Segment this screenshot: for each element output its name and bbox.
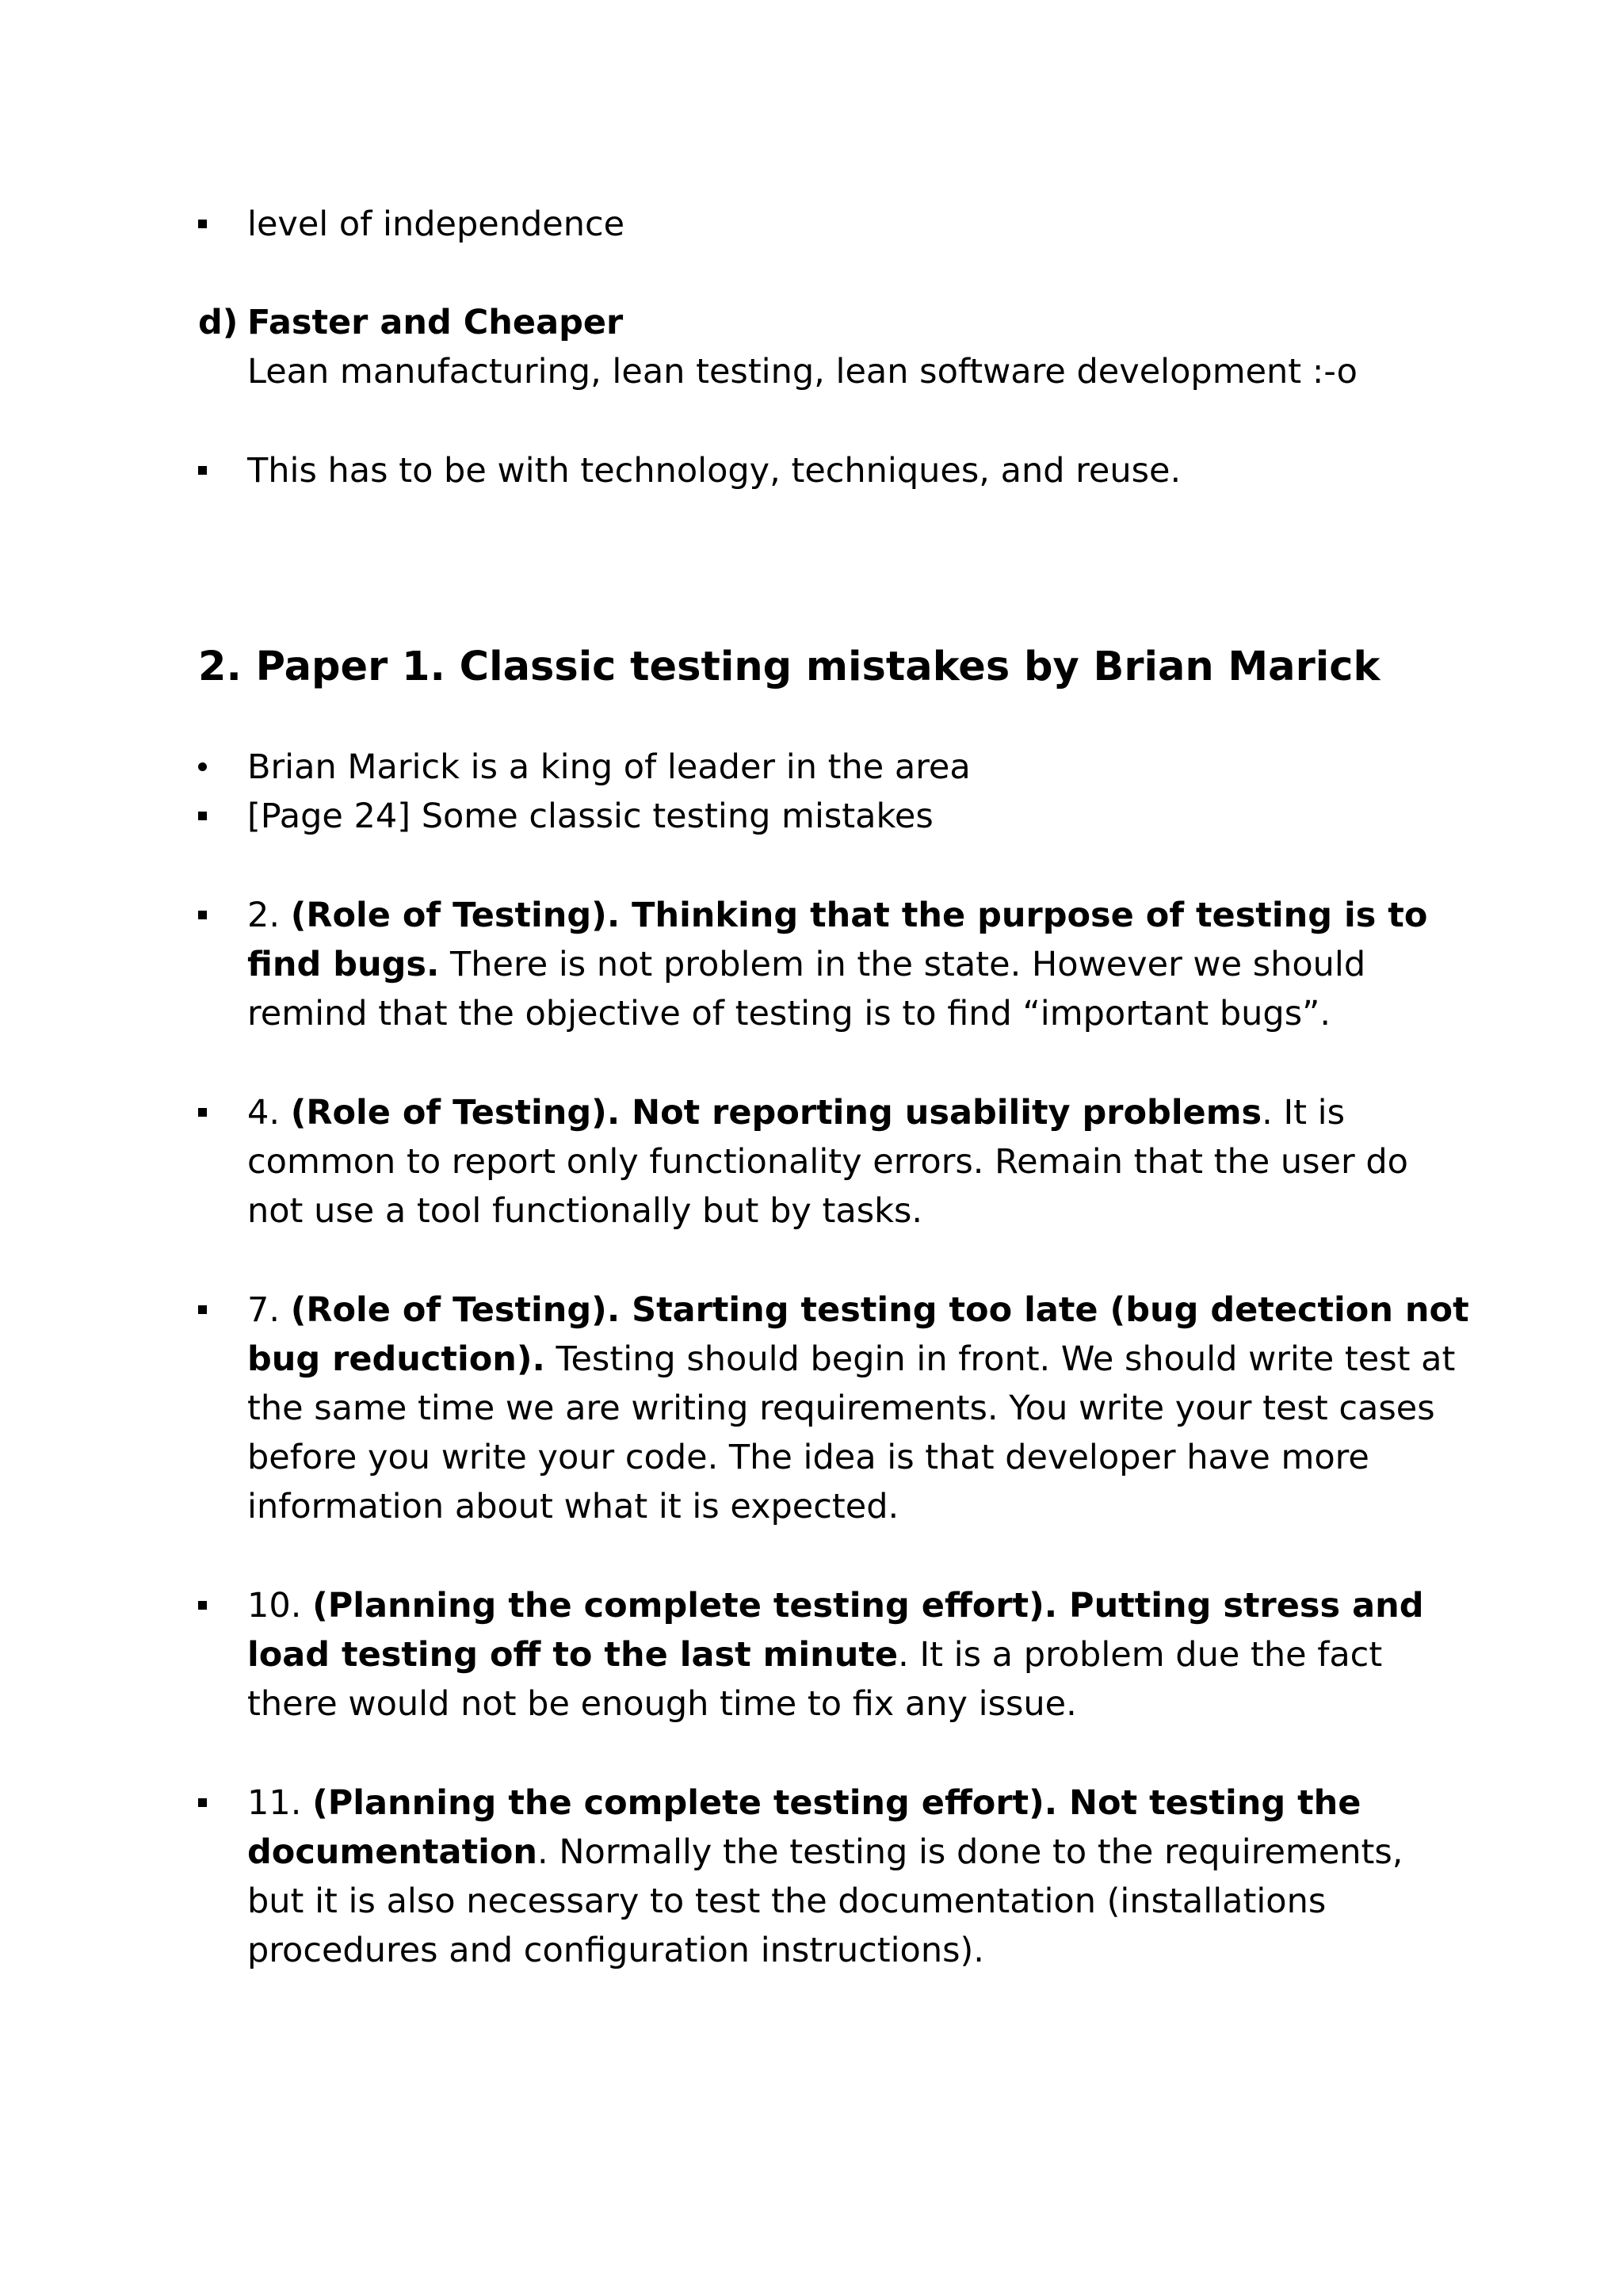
mistake-line (247, 1433, 1369, 1482)
section-heading: 2. Paper 1. Classic testing mistakes by Brian Marick (198, 644, 1381, 690)
section-d-title: Faster and Cheaper (247, 303, 624, 342)
square-bullet-icon (198, 1581, 207, 1630)
bold-text: (Planning the complete testing effort). Not testing the (312, 1783, 1361, 1823)
bold-text: (Role of Testing). Thinking that the purpose of testing is to (290, 896, 1428, 935)
mistake-line (247, 989, 1331, 1038)
bold-text: load testing off to the last minute (247, 1635, 899, 1675)
bold-text: (Planning the complete testing effort). Putting stress and (312, 1586, 1424, 1626)
bold-text: find bugs. (247, 945, 440, 984)
square-bullet-icon (198, 446, 207, 495)
mistake-line (247, 1679, 1077, 1729)
bold-text: (Role of Testing). Starting testing too late (bug detection not (290, 1290, 1469, 1330)
square-bullet-icon (198, 792, 207, 841)
section-d-label: d) (198, 303, 239, 342)
mistake-line (247, 940, 1365, 989)
mistake-line (247, 1926, 984, 1975)
plain-text: . Normally the testing is done to the requirements, (537, 1832, 1403, 1872)
bold-text: documentation (247, 1832, 538, 1872)
plain-text: the same time we are writing requirements. You write your test cases (247, 1389, 1435, 1428)
bullet-text: [Page 24] Some classic testing mistakes (247, 797, 934, 836)
plain-text: but it is also necessary to test the documentation (installations (247, 1881, 1327, 1921)
plain-text: There is not problem in the state. However we should (439, 945, 1366, 984)
round-bullet-icon (198, 743, 207, 792)
mistake-line (247, 1384, 1435, 1433)
mistake-line (247, 1286, 1469, 1335)
bullet-text: This has to be with technology, techniques, and reuse. (247, 451, 1182, 491)
bold-text: (Role of Testing). Not reporting usability problems (290, 1093, 1262, 1133)
plain-text: 7. (247, 1290, 291, 1330)
plain-text: 4. (247, 1093, 291, 1133)
mistake-line (247, 1137, 1408, 1186)
plain-text: information about what it is expected. (247, 1487, 899, 1526)
square-bullet-icon (198, 891, 207, 940)
plain-text: . It is a problem due the fact (898, 1635, 1383, 1675)
plain-text: . It is (1262, 1093, 1346, 1133)
bold-text: bug reduction). (247, 1339, 545, 1379)
square-bullet-icon (198, 1088, 207, 1137)
plain-text: 2. (247, 896, 291, 935)
mistake-line (247, 1877, 1326, 1926)
plain-text: there would not be enough time to fix any issue. (247, 1684, 1077, 1724)
plain-text: 10. (247, 1586, 313, 1626)
plain-text: before you write your code. The idea is that developer have more (247, 1438, 1369, 1477)
mistake-line (247, 1581, 1423, 1630)
bullet-text: Brian Marick is a king of leader in the area (247, 747, 971, 787)
mistake-line (247, 1088, 1345, 1137)
mistake-line (247, 891, 1427, 940)
mistake-line (247, 1778, 1361, 1828)
mistake-line (247, 1186, 922, 1236)
mistake-line (247, 1828, 1403, 1877)
plain-text: not use a tool functionally but by tasks. (247, 1191, 923, 1231)
square-bullet-icon (198, 1286, 207, 1335)
square-bullet-icon (198, 1778, 207, 1828)
mistake-line (247, 1630, 1382, 1679)
plain-text: remind that the objective of testing is to find “important bugs”. (247, 994, 1331, 1033)
bullet-text: level of independence (247, 204, 625, 244)
plain-text: common to report only functionality errors. Remain that the user do (247, 1142, 1408, 1182)
square-bullet-icon (198, 200, 207, 249)
section-d-line: Lean manufacturing, lean testing, lean software development :-o (247, 352, 1358, 392)
plain-text: Testing should begin in front. We should write test at (544, 1339, 1456, 1379)
plain-text: procedures and configuration instructions). (247, 1931, 984, 1970)
plain-text: 11. (247, 1783, 313, 1823)
mistake-line (247, 1482, 899, 1531)
mistake-line (247, 1335, 1455, 1384)
